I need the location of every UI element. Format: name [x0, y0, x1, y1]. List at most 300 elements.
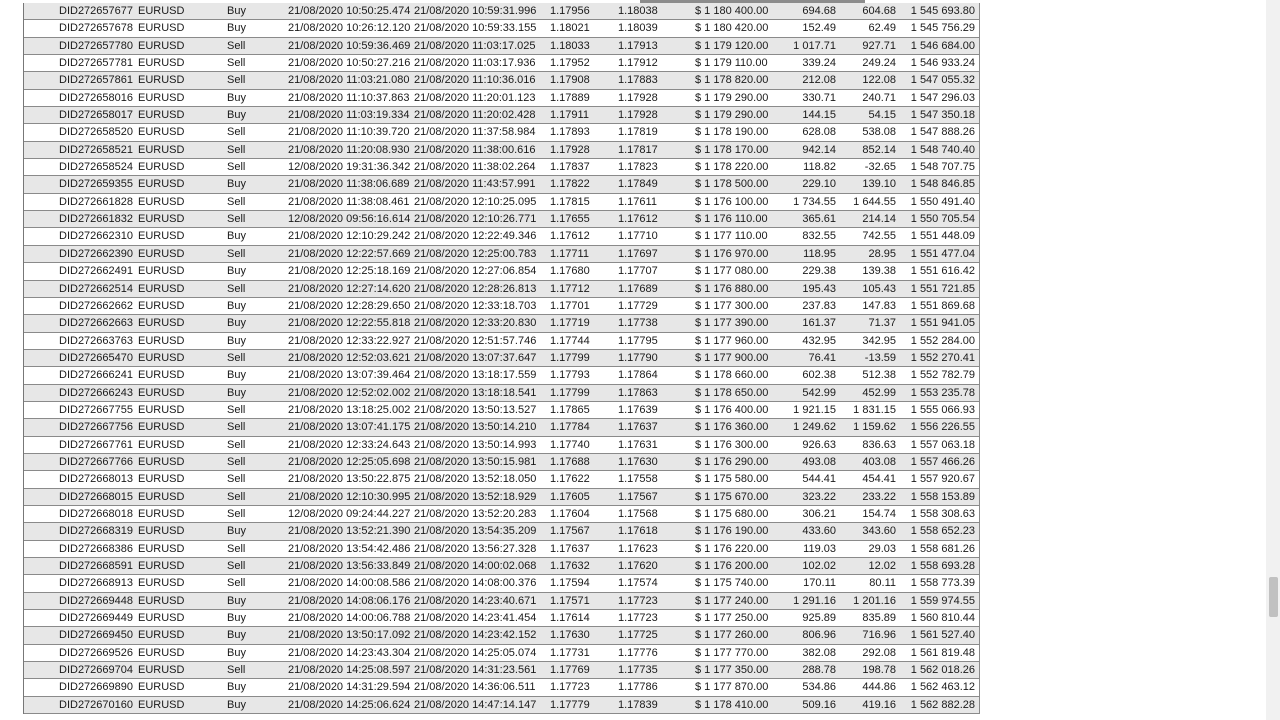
- volume-cell: $ 1 178 660.00: [695, 369, 769, 382]
- net-profit-cell: 419.16: [862, 698, 896, 711]
- net-profit-cell: 852.14: [862, 143, 896, 156]
- net-profit-cell: 80.11: [869, 577, 896, 590]
- open-price-cell: 1.17688: [550, 455, 590, 468]
- table-row: [24, 679, 980, 696]
- open-time-cell: 21/08/2020 12:52:02.002: [288, 386, 411, 399]
- deal-id-cell: DID272658017: [59, 109, 134, 122]
- table-row: [24, 211, 980, 228]
- table-row: [24, 142, 980, 159]
- close-price-cell: 1.17863: [618, 386, 658, 399]
- net-profit-cell: 139.38: [862, 265, 896, 278]
- gross-profit-cell: 119.03: [803, 542, 836, 555]
- symbol-cell: EURUSD: [138, 5, 185, 17]
- deal-id-cell: DID272668386: [59, 542, 134, 555]
- symbol-cell: EURUSD: [138, 22, 185, 35]
- net-profit-cell: 139.10: [862, 178, 896, 191]
- gross-profit-cell: 602.38: [802, 369, 836, 382]
- table-row: [24, 419, 980, 436]
- volume-cell: $ 1 177 960.00: [695, 334, 769, 347]
- gross-profit-cell: 152.49: [802, 22, 836, 35]
- open-price-cell: 1.17719: [550, 317, 590, 330]
- close-time-cell: 21/08/2020 11:43:57.991: [414, 178, 536, 191]
- table-row: [24, 402, 980, 419]
- side-cell: Sell: [227, 57, 246, 70]
- gross-profit-cell: 493.08: [802, 455, 836, 468]
- net-profit-cell: 454.41: [862, 473, 896, 486]
- close-time-cell: 21/08/2020 13:52:18.929: [414, 490, 537, 503]
- symbol-cell: EURUSD: [138, 161, 185, 174]
- table-row: [24, 523, 980, 540]
- close-price-cell: 1.17574: [618, 577, 658, 590]
- close-time-cell: 21/08/2020 14:08:00.376: [414, 577, 537, 590]
- symbol-cell: EURUSD: [138, 438, 185, 451]
- side-cell: Buy: [227, 317, 246, 330]
- open-time-cell: 21/08/2020 10:26:12.120: [288, 22, 411, 35]
- table-row: [24, 350, 980, 367]
- open-time-cell: 12/08/2020 09:24:44.227: [288, 507, 411, 520]
- open-time-cell: 21/08/2020 12:22:55.818: [288, 317, 411, 330]
- gross-profit-cell: 170.11: [803, 577, 836, 590]
- balance-cell: 1 552 782.79: [910, 369, 975, 382]
- volume-cell: $ 1 178 190.00: [695, 126, 769, 139]
- side-cell: Sell: [227, 282, 246, 295]
- side-cell: Sell: [227, 213, 246, 226]
- open-price-cell: 1.17655: [550, 213, 590, 226]
- deal-id-cell: DID272663763: [59, 334, 134, 347]
- gross-profit-cell: 926.63: [802, 438, 836, 451]
- gross-profit-cell: 433.60: [802, 525, 836, 538]
- close-time-cell: 21/08/2020 13:52:18.050: [414, 473, 537, 486]
- side-cell: Buy: [227, 594, 246, 607]
- open-price-cell: 1.17604: [550, 507, 590, 520]
- balance-cell: 1 548 707.75: [910, 161, 975, 174]
- symbol-cell: EURUSD: [138, 247, 185, 260]
- balance-cell: 1 558 681.26: [910, 542, 975, 555]
- gross-profit-cell: 542.99: [802, 386, 836, 399]
- net-profit-cell: 1 159.62: [853, 421, 896, 434]
- volume-cell: $ 1 180 420.00: [695, 22, 769, 35]
- volume-cell: $ 1 180 400.00: [695, 5, 769, 17]
- close-time-cell: 21/08/2020 14:25:05.074: [414, 646, 537, 659]
- table-row: [24, 3, 980, 20]
- close-price-cell: 1.17913: [618, 39, 658, 52]
- open-time-cell: 21/08/2020 14:31:29.594: [288, 681, 411, 694]
- balance-cell: 1 553 235.78: [910, 386, 975, 399]
- close-price-cell: 1.17864: [618, 369, 658, 382]
- open-time-cell: 21/08/2020 12:25:05.698: [288, 455, 411, 468]
- side-cell: Sell: [227, 473, 246, 486]
- symbol-cell: EURUSD: [138, 74, 185, 87]
- deal-id-cell: DID272657677: [59, 5, 134, 17]
- symbol-cell: EURUSD: [138, 507, 185, 520]
- table-row: [24, 38, 980, 55]
- gross-profit-cell: 432.95: [802, 334, 836, 347]
- volume-cell: $ 1 179 290.00: [695, 91, 769, 104]
- open-time-cell: 21/08/2020 11:10:37.863: [288, 91, 410, 104]
- symbol-cell: EURUSD: [138, 421, 185, 434]
- volume-cell: $ 1 179 120.00: [695, 39, 769, 52]
- symbol-cell: EURUSD: [138, 612, 185, 625]
- table-row: [24, 610, 980, 627]
- close-time-cell: 21/08/2020 12:10:26.771: [414, 213, 537, 226]
- deal-id-cell: DID272662662: [59, 299, 134, 312]
- gross-profit-cell: 1 734.55: [793, 195, 836, 208]
- gross-profit-cell: 509.16: [802, 698, 836, 711]
- balance-cell: 1 550 491.40: [910, 195, 975, 208]
- gross-profit-cell: 161.37: [802, 317, 836, 330]
- gross-profit-cell: 942.14: [802, 143, 836, 156]
- table-row: [24, 55, 980, 72]
- close-time-cell: 21/08/2020 10:59:33.155: [414, 22, 537, 35]
- close-price-cell: 1.17725: [618, 629, 658, 642]
- balance-cell: 1 547 296.03: [910, 91, 975, 104]
- net-profit-cell: 716.96: [862, 629, 896, 642]
- symbol-cell: EURUSD: [138, 646, 185, 659]
- deal-id-cell: DID272657780: [59, 39, 134, 52]
- net-profit-cell: 122.08: [862, 74, 896, 87]
- open-price-cell: 1.17769: [550, 664, 590, 677]
- side-cell: Buy: [227, 178, 246, 191]
- symbol-cell: EURUSD: [138, 351, 185, 364]
- table-row: [24, 471, 980, 488]
- deal-id-cell: DID272670160: [59, 698, 134, 711]
- gross-profit-cell: 382.08: [802, 646, 836, 659]
- balance-cell: 1 558 652.23: [910, 525, 975, 538]
- net-profit-cell: 1 201.16: [853, 594, 896, 607]
- volume-cell: $ 1 176 970.00: [695, 247, 769, 260]
- close-time-cell: 21/08/2020 13:50:13.527: [414, 403, 537, 416]
- close-time-cell: 21/08/2020 11:38:00.616: [414, 143, 536, 156]
- open-time-cell: 21/08/2020 14:00:08.586: [288, 577, 411, 590]
- symbol-cell: EURUSD: [138, 681, 185, 694]
- gross-profit-cell: 365.61: [802, 213, 836, 226]
- side-cell: Sell: [227, 403, 246, 416]
- trade-history-table: [23, 3, 980, 714]
- open-time-cell: 21/08/2020 10:50:27.216: [288, 57, 411, 70]
- deal-id-cell: DID272662663: [59, 317, 134, 330]
- close-time-cell: 21/08/2020 13:50:14.210: [414, 421, 537, 434]
- close-time-cell: 21/08/2020 13:50:15.981: [414, 455, 537, 468]
- volume-cell: $ 1 176 200.00: [695, 560, 769, 572]
- table-row: [24, 315, 980, 332]
- side-cell: Buy: [227, 612, 246, 625]
- volume-cell: $ 1 176 110.00: [695, 213, 768, 226]
- close-price-cell: 1.17823: [618, 161, 658, 174]
- symbol-cell: EURUSD: [138, 282, 185, 295]
- gross-profit-cell: 806.96: [802, 629, 836, 642]
- net-profit-cell: 512.38: [862, 369, 896, 382]
- deal-id-cell: DID272665470: [59, 351, 134, 364]
- deal-id-cell: DID272667756: [59, 421, 134, 434]
- close-price-cell: 1.17707: [618, 265, 658, 278]
- open-time-cell: 21/08/2020 14:00:06.788: [288, 612, 411, 625]
- net-profit-cell: 452.99: [862, 386, 896, 399]
- deal-id-cell: DID272658016: [59, 91, 134, 104]
- close-price-cell: 1.17839: [618, 698, 658, 711]
- deal-id-cell: DID272662310: [59, 230, 134, 243]
- close-price-cell: 1.17637: [618, 421, 658, 434]
- close-time-cell: 21/08/2020 13:18:17.559: [414, 369, 537, 382]
- symbol-cell: EURUSD: [138, 369, 185, 382]
- open-time-cell: 21/08/2020 12:33:24.643: [288, 438, 411, 451]
- side-cell: Sell: [227, 39, 246, 52]
- gross-profit-cell: 212.08: [802, 74, 836, 87]
- side-cell: Sell: [227, 438, 246, 451]
- open-time-cell: 21/08/2020 11:38:06.689: [288, 178, 410, 191]
- open-time-cell: 21/08/2020 14:23:43.304: [288, 646, 411, 659]
- deal-id-cell: DID272666243: [59, 386, 134, 399]
- table-row: [24, 298, 980, 315]
- net-profit-cell: 28.95: [868, 247, 896, 260]
- close-price-cell: 1.17790: [618, 351, 658, 364]
- gross-profit-cell: 339.24: [802, 57, 836, 70]
- open-time-cell: 12/08/2020 09:56:16.614: [288, 213, 411, 226]
- volume-cell: $ 1 177 870.00: [695, 681, 769, 694]
- open-time-cell: 21/08/2020 12:10:29.242: [288, 230, 411, 243]
- volume-cell: $ 1 178 410.00: [695, 698, 769, 711]
- net-profit-cell: 835.89: [862, 612, 896, 625]
- gross-profit-cell: 1 921.15: [793, 403, 836, 416]
- open-price-cell: 1.17908: [550, 74, 590, 87]
- volume-cell: $ 1 176 220.00: [695, 542, 769, 555]
- open-price-cell: 1.17701: [550, 299, 590, 312]
- gross-profit-cell: 229.38: [802, 265, 836, 278]
- symbol-cell: EURUSD: [138, 490, 185, 503]
- deal-id-cell: DID272668591: [59, 560, 134, 572]
- symbol-cell: EURUSD: [138, 698, 185, 711]
- close-price-cell: 1.17928: [618, 109, 658, 122]
- table-row: [24, 159, 980, 176]
- close-price-cell: 1.17612: [618, 213, 658, 226]
- scrollbar-thumb[interactable]: [1269, 577, 1278, 617]
- close-time-cell: 21/08/2020 11:20:02.428: [414, 109, 536, 122]
- volume-cell: $ 1 176 400.00: [695, 403, 769, 416]
- close-price-cell: 1.17776: [618, 646, 658, 659]
- net-profit-cell: 54.15: [868, 109, 896, 122]
- symbol-cell: EURUSD: [138, 386, 185, 399]
- close-price-cell: 1.17883: [618, 74, 658, 87]
- deal-id-cell: DID272661832: [59, 213, 134, 226]
- symbol-cell: EURUSD: [138, 334, 185, 347]
- table-row: [24, 697, 980, 714]
- balance-cell: 1 547 888.26: [910, 126, 975, 139]
- open-time-cell: 21/08/2020 13:50:17.092: [288, 629, 411, 642]
- close-time-cell: 21/08/2020 14:23:42.152: [414, 629, 537, 642]
- side-cell: Sell: [227, 161, 246, 174]
- balance-cell: 1 548 740.40: [910, 143, 975, 156]
- close-price-cell: 1.17738: [618, 317, 658, 330]
- open-time-cell: 21/08/2020 12:25:18.169: [288, 265, 411, 278]
- net-profit-cell: 604.68: [862, 5, 896, 17]
- close-time-cell: 21/08/2020 10:59:31.996: [414, 5, 537, 17]
- close-price-cell: 1.17928: [618, 91, 658, 104]
- balance-cell: 1 547 350.18: [910, 109, 975, 122]
- volume-cell: $ 1 177 080.00: [695, 265, 769, 278]
- open-time-cell: 21/08/2020 11:38:08.461: [288, 195, 410, 208]
- gross-profit-cell: 195.43: [802, 282, 836, 295]
- deal-id-cell: DID272661828: [59, 195, 134, 208]
- open-price-cell: 1.17711: [550, 247, 589, 260]
- net-profit-cell: 1 644.55: [853, 195, 896, 208]
- deal-id-cell: DID272668913: [59, 577, 134, 590]
- net-profit-cell: 198.78: [862, 664, 896, 677]
- net-profit-cell: 29.03: [868, 542, 896, 555]
- deal-id-cell: DID272667766: [59, 455, 134, 468]
- balance-cell: 1 551 448.09: [910, 230, 975, 243]
- gross-profit-cell: 237.83: [802, 299, 836, 312]
- open-price-cell: 1.17799: [550, 351, 590, 364]
- deal-id-cell: DID272658521: [59, 143, 134, 156]
- table-row: [24, 124, 980, 141]
- net-profit-cell: 147.83: [862, 299, 896, 312]
- open-time-cell: 21/08/2020 11:20:08.930: [288, 143, 410, 156]
- net-profit-cell: 742.55: [862, 230, 896, 243]
- close-time-cell: 21/08/2020 13:50:14.993: [414, 438, 537, 451]
- close-time-cell: 21/08/2020 12:28:26.813: [414, 282, 537, 295]
- close-time-cell: 21/08/2020 14:31:23.561: [414, 664, 537, 677]
- balance-cell: 1 551 869.68: [910, 299, 975, 312]
- open-price-cell: 1.17680: [550, 265, 590, 278]
- deal-id-cell: DID272657678: [59, 22, 134, 35]
- open-time-cell: 21/08/2020 14:25:08.597: [288, 664, 411, 677]
- gross-profit-cell: 628.08: [802, 126, 836, 139]
- open-price-cell: 1.17731: [550, 646, 590, 659]
- table-row: [24, 281, 980, 298]
- table-row: [24, 593, 980, 610]
- table-row: [24, 263, 980, 280]
- gross-profit-cell: 323.22: [802, 490, 836, 503]
- open-time-cell: 21/08/2020 13:54:42.486: [288, 542, 411, 555]
- volume-cell: $ 1 176 100.00: [695, 195, 769, 208]
- symbol-cell: EURUSD: [138, 664, 185, 677]
- volume-cell: $ 1 178 170.00: [695, 143, 769, 156]
- net-profit-cell: 403.08: [862, 455, 896, 468]
- balance-cell: 1 547 055.32: [910, 74, 975, 87]
- side-cell: Sell: [227, 542, 246, 555]
- table-row: [24, 367, 980, 384]
- gross-profit-cell: 330.71: [802, 91, 836, 104]
- deal-id-cell: DID272658520: [59, 126, 134, 139]
- balance-cell: 1 561 819.48: [910, 646, 975, 659]
- close-price-cell: 1.17623: [618, 542, 658, 555]
- volume-cell: $ 1 178 500.00: [695, 178, 769, 191]
- net-profit-cell: 249.24: [862, 57, 896, 70]
- balance-cell: 1 545 693.80: [910, 5, 975, 17]
- gross-profit-cell: 76.41: [808, 351, 836, 364]
- table-row: [24, 107, 980, 124]
- table-row: [24, 627, 980, 644]
- table-row: [24, 558, 980, 575]
- close-price-cell: 1.17689: [618, 282, 658, 295]
- volume-cell: $ 1 178 820.00: [695, 74, 769, 87]
- balance-cell: 1 558 773.39: [910, 577, 975, 590]
- close-time-cell: 21/08/2020 12:51:57.746: [414, 334, 537, 347]
- balance-cell: 1 551 616.42: [910, 265, 975, 278]
- deal-id-cell: DID272659355: [59, 178, 134, 191]
- side-cell: Buy: [227, 265, 246, 278]
- volume-cell: $ 1 177 390.00: [695, 317, 769, 330]
- deal-id-cell: DID272662491: [59, 265, 134, 278]
- open-price-cell: 1.17571: [550, 594, 590, 607]
- balance-cell: 1 552 284.00: [910, 334, 975, 347]
- open-price-cell: 1.17911: [550, 109, 589, 122]
- open-time-cell: 21/08/2020 12:22:57.669: [288, 247, 411, 260]
- close-time-cell: 21/08/2020 13:52:20.283: [414, 507, 537, 520]
- open-price-cell: 1.17784: [550, 421, 590, 434]
- deal-id-cell: DID272669526: [59, 646, 134, 659]
- net-profit-cell: 62.49: [868, 22, 896, 35]
- side-cell: Sell: [227, 247, 246, 260]
- close-time-cell: 21/08/2020 12:22:49.346: [414, 230, 537, 243]
- table-row: [24, 454, 980, 471]
- close-time-cell: 21/08/2020 12:10:25.095: [414, 195, 537, 208]
- symbol-cell: EURUSD: [138, 143, 185, 156]
- open-price-cell: 1.17712: [550, 282, 590, 295]
- vertical-scrollbar[interactable]: [1266, 0, 1280, 720]
- close-price-cell: 1.17723: [618, 612, 658, 625]
- open-time-cell: 21/08/2020 13:56:33.849: [288, 560, 411, 572]
- balance-cell: 1 558 693.28: [910, 560, 975, 572]
- balance-cell: 1 561 527.40: [910, 629, 975, 642]
- open-price-cell: 1.17614: [550, 612, 590, 625]
- volume-cell: $ 1 177 770.00: [695, 646, 769, 659]
- balance-cell: 1 559 974.55: [910, 594, 975, 607]
- side-cell: Buy: [227, 91, 246, 104]
- side-cell: Buy: [227, 525, 246, 538]
- symbol-cell: EURUSD: [138, 317, 185, 330]
- net-profit-cell: 342.95: [862, 334, 896, 347]
- side-cell: Buy: [227, 299, 246, 312]
- balance-cell: 1 551 477.04: [910, 247, 975, 260]
- side-cell: Buy: [227, 22, 246, 35]
- close-price-cell: 1.17912: [618, 57, 658, 70]
- volume-cell: $ 1 176 300.00: [695, 438, 769, 451]
- open-price-cell: 1.17893: [550, 126, 590, 139]
- deal-id-cell: DID272662514: [59, 282, 134, 295]
- table-row: [24, 645, 980, 662]
- close-price-cell: 1.17817: [618, 143, 658, 156]
- symbol-cell: EURUSD: [138, 560, 185, 572]
- balance-cell: 1 557 466.26: [910, 455, 975, 468]
- table-row: [24, 489, 980, 506]
- side-cell: Sell: [227, 455, 246, 468]
- volume-cell: $ 1 177 250.00: [695, 612, 769, 625]
- volume-cell: $ 1 175 580.00: [695, 473, 769, 486]
- close-time-cell: 21/08/2020 14:23:41.454: [414, 612, 537, 625]
- deal-id-cell: DID272668319: [59, 525, 134, 538]
- volume-cell: $ 1 177 350.00: [695, 664, 769, 677]
- close-price-cell: 1.18038: [618, 5, 658, 17]
- close-time-cell: 21/08/2020 13:56:27.328: [414, 542, 537, 555]
- volume-cell: $ 1 178 220.00: [695, 161, 769, 174]
- close-time-cell: 21/08/2020 12:33:18.703: [414, 299, 537, 312]
- close-time-cell: 21/08/2020 14:36:06.511: [414, 681, 536, 694]
- symbol-cell: EURUSD: [138, 299, 185, 312]
- table-row: [24, 246, 980, 263]
- open-price-cell: 1.17779: [550, 698, 590, 711]
- deal-id-cell: DID272669704: [59, 664, 134, 677]
- volume-cell: $ 1 176 880.00: [695, 282, 769, 295]
- open-price-cell: 1.17928: [550, 143, 590, 156]
- gross-profit-cell: 229.10: [802, 178, 836, 191]
- gross-profit-cell: 925.89: [802, 612, 836, 625]
- volume-cell: $ 1 179 290.00: [695, 109, 769, 122]
- net-profit-cell: 836.63: [862, 438, 896, 451]
- side-cell: Buy: [227, 334, 246, 347]
- deal-id-cell: DID272657781: [59, 57, 134, 70]
- open-price-cell: 1.17637: [550, 542, 590, 555]
- close-price-cell: 1.17786: [618, 681, 658, 694]
